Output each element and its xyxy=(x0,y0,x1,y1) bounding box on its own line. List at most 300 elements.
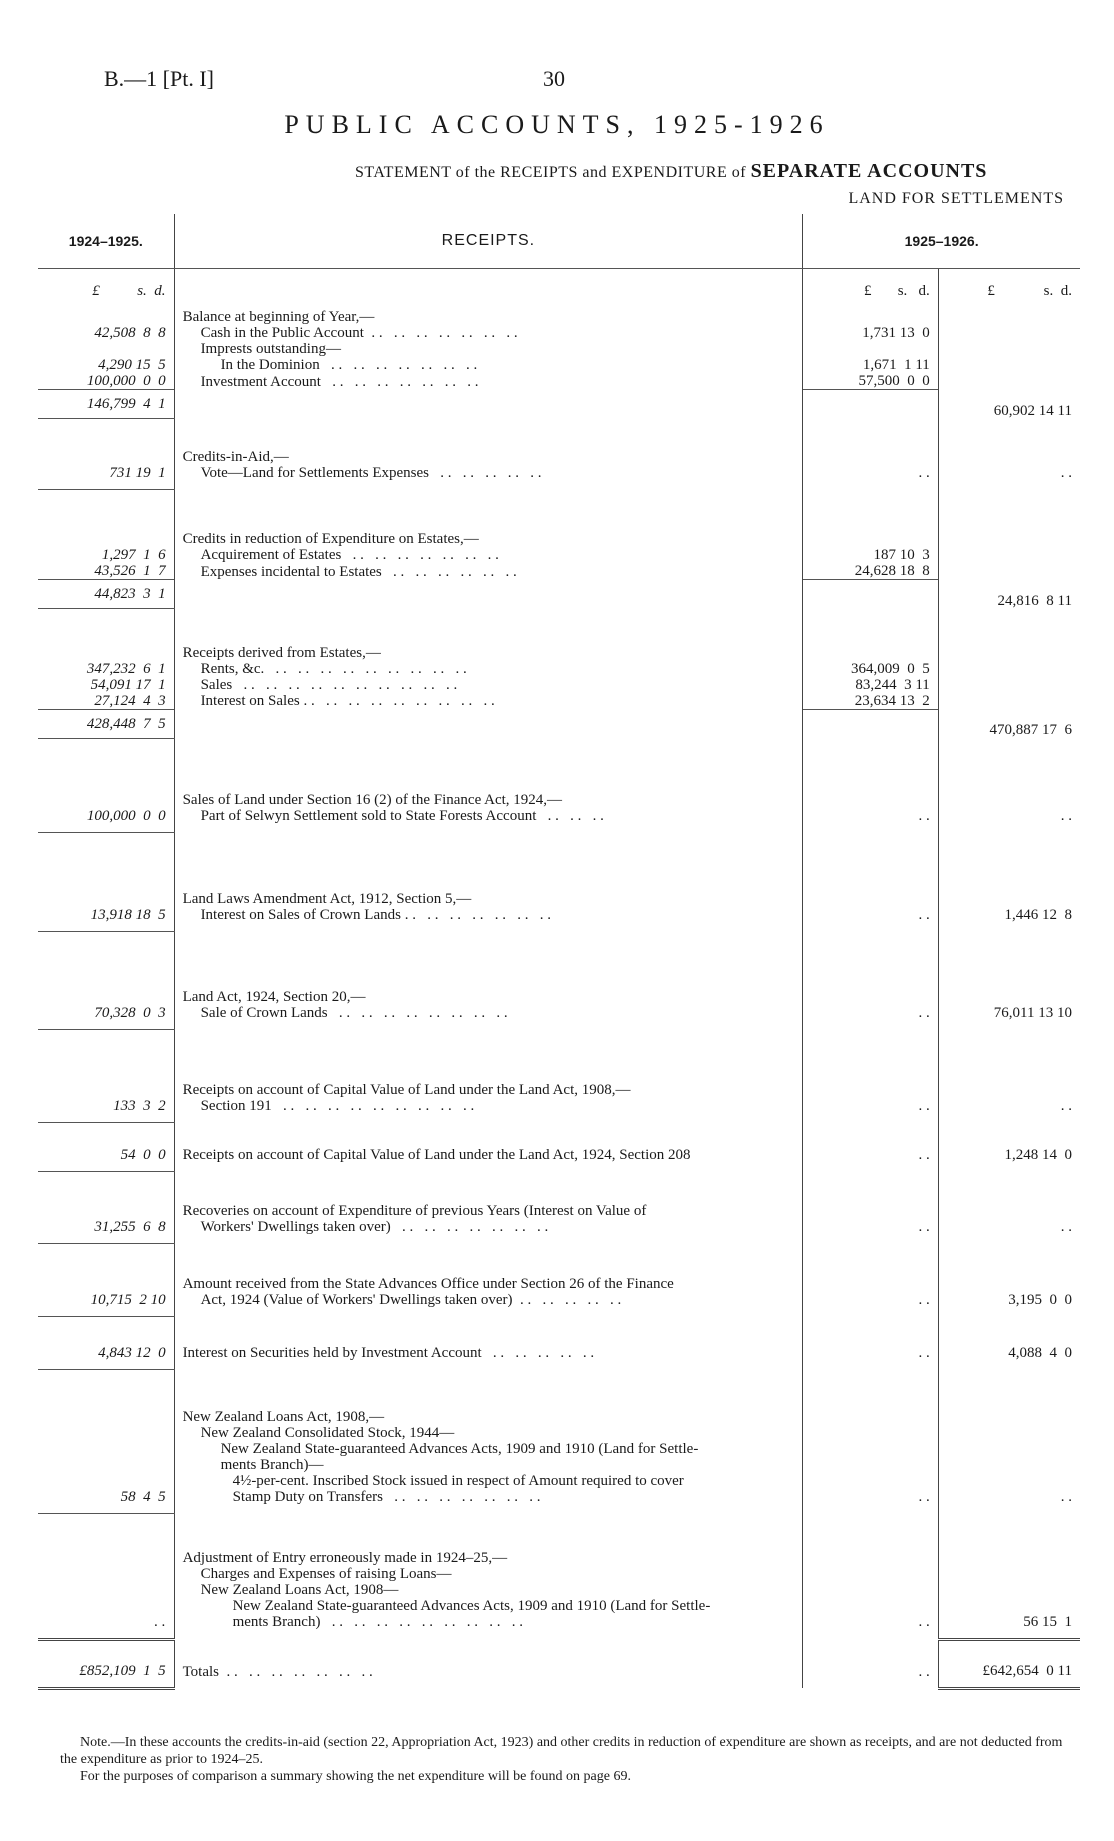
spacer xyxy=(803,1163,939,1172)
prev-year-amount xyxy=(38,609,174,661)
total-amount xyxy=(938,1030,1080,1098)
detail-amount xyxy=(803,609,939,661)
prev-year-amount xyxy=(38,1566,174,1582)
prev-year-amount: 731 19 1 xyxy=(38,465,174,481)
spacer xyxy=(803,1630,939,1640)
total-amount xyxy=(938,357,1080,373)
receipt-description xyxy=(174,489,803,547)
subtotal-row xyxy=(38,1308,1080,1317)
total-amount xyxy=(938,1369,1080,1425)
table-row xyxy=(38,465,1080,481)
table-row xyxy=(38,609,1080,661)
section-total xyxy=(938,1308,1080,1317)
description-text: New Zealand Loans Act, 1908— xyxy=(200,1581,399,1598)
description-text: Interest on Sales of Crown Lands . . . . . . . . . . . . . . xyxy=(200,906,551,923)
prev-year-amount: 10,715 2 10 xyxy=(38,1292,174,1308)
table-row xyxy=(38,357,1080,373)
receipt-description xyxy=(174,357,803,373)
table-row xyxy=(38,1598,1080,1614)
table-row xyxy=(38,1566,1080,1582)
prev-subtotal xyxy=(38,923,174,932)
detail-amount xyxy=(803,1582,939,1598)
table-row xyxy=(38,341,1080,357)
footnote xyxy=(60,1734,1080,1785)
receipt-description xyxy=(174,1030,803,1098)
description-text: New Zealand Consolidated Stock, 1944— xyxy=(200,1425,455,1441)
description-text: New Zealand State-guaranteed Advances Acts, 1909 and 1910 (Land for Settle- xyxy=(232,1597,711,1614)
subtotal-row xyxy=(38,1163,1080,1172)
description-text: ments Branch)— xyxy=(220,1457,324,1473)
prev-year-amount xyxy=(38,299,174,325)
receipt-description xyxy=(174,1566,803,1582)
subtotal-row xyxy=(38,923,1080,932)
detail-amount: 364,009 0 5 xyxy=(803,661,939,677)
total-amount xyxy=(938,1582,1080,1598)
col-receipts: RECEIPTS. xyxy=(174,214,803,269)
total-amount xyxy=(938,1244,1080,1292)
prev-year-amount xyxy=(38,489,174,547)
receipt-description xyxy=(174,547,803,563)
total-amount: . . xyxy=(1060,1097,1072,1114)
prev-year-amount xyxy=(38,1369,174,1425)
detail-amount xyxy=(803,1244,939,1292)
prev-year-amount xyxy=(38,1441,174,1457)
table-row xyxy=(38,373,1080,390)
prev-subtotal xyxy=(38,1505,174,1514)
description-text: Workers' Dwellings taken over) . . . . . . . . . . . . . . xyxy=(200,1219,549,1235)
table-row xyxy=(38,738,1080,808)
prev-subtotal xyxy=(38,1163,174,1172)
description-text: Receipts on account of Capital Value of Land under the Land Act, 1908,— xyxy=(182,1081,631,1098)
document-reference: B.—1 [Pt. I] xyxy=(104,66,214,91)
receipt-description xyxy=(174,677,803,693)
table-row xyxy=(38,1171,1080,1219)
prev-subtotal xyxy=(38,1235,174,1244)
subtotal-row xyxy=(38,1630,1080,1640)
subtotal-row xyxy=(38,824,1080,833)
receipt-description xyxy=(174,373,803,390)
total-amount xyxy=(938,1441,1080,1457)
prev-subtotal xyxy=(38,1021,174,1030)
prev-year-amount xyxy=(38,738,174,808)
statement-subtitle: LAND FOR SETTLEMENTS xyxy=(848,190,1064,207)
detail-amount: 1,731 13 0 xyxy=(803,325,939,341)
description-text: Section 191 . . . . . . . . . . . . . . . . . . xyxy=(200,1097,475,1114)
total-amount: 56 15 1 xyxy=(1023,1613,1072,1630)
receipt-description xyxy=(174,1244,803,1292)
prev-subtotal: 428,448 7 5 xyxy=(38,709,174,738)
receipt-description xyxy=(174,419,803,465)
receipt-description xyxy=(174,299,803,325)
spacer xyxy=(174,390,803,419)
prev-year-amount: 43,526 1 7 xyxy=(38,563,174,580)
description-text: Rents, &c. . . . . . . . . . . . . . . . . . . xyxy=(200,660,467,677)
description-text: Sale of Crown Lands . . . . . . . . . . . . . . . . xyxy=(200,1005,508,1021)
description-text: Balance at beginning of Year,— xyxy=(182,309,375,325)
detail-amount xyxy=(803,1030,939,1098)
detail-amount xyxy=(803,341,939,357)
detail-amount: . . xyxy=(803,1098,939,1114)
spacer xyxy=(174,923,803,932)
table-row xyxy=(38,1582,1080,1598)
prev-year-amount xyxy=(38,1244,174,1292)
section-total xyxy=(938,1505,1080,1514)
table-row xyxy=(38,808,1080,824)
section-total xyxy=(938,1021,1080,1030)
description-text: Act, 1924 (Value of Workers' Dwellings taken over) . . . . . . . . . . xyxy=(200,1291,622,1308)
detail-amount: 1,671 1 11 xyxy=(803,357,939,373)
table-row xyxy=(38,1098,1080,1114)
prev-year-amount: 54 0 0 xyxy=(38,1122,174,1163)
description-text: Charges and Expenses of raising Loans— xyxy=(200,1565,452,1582)
receipt-description xyxy=(174,563,803,580)
receipt-description xyxy=(174,1425,803,1441)
description-text: Credits-in-Aid,— xyxy=(182,448,289,465)
subtotal-row xyxy=(38,1235,1080,1244)
description-text: Interest on Securities held by Investment Account . . . . . . . . . . xyxy=(182,1344,595,1361)
total-amount xyxy=(938,341,1080,357)
section-total: 470,887 17 6 xyxy=(989,722,1072,738)
table-row xyxy=(38,325,1080,341)
spacer xyxy=(803,1114,939,1123)
prev-year-amount: 100,000 0 0 xyxy=(38,808,174,824)
total-amount xyxy=(938,738,1080,808)
subtotal-row xyxy=(38,1021,1080,1030)
receipt-description xyxy=(174,465,803,481)
spacer xyxy=(174,580,803,609)
table-row xyxy=(38,1489,1080,1505)
receipts-table xyxy=(38,214,1080,1690)
description-text: Sales . . . . . . . . . . . . . . . . . . . . xyxy=(200,676,458,693)
table-row xyxy=(38,419,1080,465)
table-row xyxy=(38,1441,1080,1457)
table-row xyxy=(38,1369,1080,1425)
receipt-description xyxy=(174,609,803,661)
prev-year-amount xyxy=(38,1171,174,1219)
table-row xyxy=(38,833,1080,907)
description-text: Credits in reduction of Expenditure on Estates,— xyxy=(182,531,479,547)
detail-amount: . . xyxy=(803,1219,939,1235)
table-row xyxy=(38,1316,1080,1361)
receipt-description xyxy=(174,1219,803,1235)
statement-bold: SEPARATE ACCOUNTS xyxy=(750,160,988,182)
spacer xyxy=(803,1021,939,1030)
detail-amount xyxy=(803,419,939,465)
spacer xyxy=(174,1163,803,1172)
description-text: ments Branch) . . . . . . . . . . . . . . . . . . xyxy=(232,1613,523,1630)
subtotal-row xyxy=(38,1114,1080,1123)
totals-label: Totals . . . . . . . . . . . . . . xyxy=(174,1639,803,1688)
prev-subtotal xyxy=(38,1308,174,1317)
table-row xyxy=(38,1219,1080,1235)
spacer xyxy=(174,1021,803,1030)
total-amount: 1,248 14 0 xyxy=(1004,1146,1072,1163)
table-row xyxy=(38,677,1080,693)
detail-amount xyxy=(803,1441,939,1457)
detail-units: £ s. d. xyxy=(803,269,939,300)
prev-subtotal xyxy=(38,1361,174,1370)
totals-row xyxy=(38,1639,1080,1688)
table-header-row xyxy=(38,214,1080,269)
receipt-description xyxy=(174,1582,803,1598)
spacer xyxy=(174,1308,803,1317)
statement-heading xyxy=(355,160,987,183)
receipt-description xyxy=(174,341,803,357)
table-row xyxy=(38,1122,1080,1163)
total-amount xyxy=(938,1566,1080,1582)
prev-year-amount: 27,124 4 3 xyxy=(38,693,174,710)
prev-year-amount xyxy=(38,1473,174,1489)
spacer xyxy=(803,824,939,833)
table-row xyxy=(38,1473,1080,1489)
prev-year-amount xyxy=(38,341,174,357)
total-amount: 4,088 4 0 xyxy=(1008,1344,1072,1361)
receipt-description xyxy=(174,931,803,1005)
prev-year-amount: 133 3 2 xyxy=(38,1098,174,1114)
subtotal-row xyxy=(38,580,1080,609)
receipt-description xyxy=(174,833,803,907)
section-total: 60,902 14 11 xyxy=(993,402,1072,419)
spacer xyxy=(803,481,939,490)
description-text: Recoveries on account of Expenditure of previous Years (Interest on Value of xyxy=(182,1203,647,1219)
total-amount xyxy=(938,299,1080,325)
description-text: Interest on Sales . . . . . . . . . . . . . . . . . . xyxy=(200,693,495,709)
total-amount: 3,195 0 0 xyxy=(1008,1291,1072,1308)
table-row xyxy=(38,693,1080,710)
description-text: Land Laws Amendment Act, 1912, Section 5,— xyxy=(182,890,472,907)
detail-amount: 57,500 0 0 xyxy=(803,373,939,390)
detail-amount xyxy=(803,1514,939,1566)
description-text: 4½-per-cent. Inscribed Stock issued in respect of Amount required to cover xyxy=(232,1473,684,1489)
spacer xyxy=(803,1308,939,1317)
spacer xyxy=(803,1505,939,1514)
table-row xyxy=(38,1244,1080,1292)
prev-year-amount: . . xyxy=(38,1614,174,1630)
total-amount xyxy=(938,677,1080,693)
description-text: Imprests outstanding— xyxy=(200,341,341,357)
spacer xyxy=(174,709,803,738)
detail-amount: . . xyxy=(803,1122,939,1163)
desc-units xyxy=(174,269,803,300)
section-total xyxy=(938,923,1080,932)
detail-amount: 83,244 3 11 xyxy=(803,677,939,693)
subtotal-row xyxy=(38,709,1080,738)
prev-year-amount: 13,918 18 5 xyxy=(38,907,174,923)
description-text: Expenses incidental to Estates . . . . . . . . . . . . xyxy=(200,563,517,580)
page-number: 30 xyxy=(543,66,565,91)
table-row xyxy=(38,563,1080,580)
receipt-description xyxy=(174,1005,803,1021)
grand-total-current: £642,654 0 11 xyxy=(938,1639,1080,1688)
prev-year-amount xyxy=(38,1030,174,1098)
receipt-description xyxy=(174,1598,803,1614)
note-line-1: Note.—In these accounts the credits-in-aid (section 22, Appropriation Act, 1923) and other credits in reduction of expenditure are shown as receipts, and are not deducted from the expenditure as prior to 1924–25. xyxy=(60,1735,1063,1767)
table-row xyxy=(38,547,1080,563)
prev-subtotal: 146,799 4 1 xyxy=(38,390,174,419)
detail-amount xyxy=(803,1171,939,1219)
description-text: New Zealand Loans Act, 1908,— xyxy=(182,1409,385,1425)
prev-year-amount: 100,000 0 0 xyxy=(38,373,174,390)
total-units: £ s. d. xyxy=(987,283,1072,299)
total-amount xyxy=(938,1598,1080,1614)
detail-amount: 24,628 18 8 xyxy=(803,563,939,580)
receipt-description xyxy=(174,1369,803,1425)
receipt-description xyxy=(174,1489,803,1505)
description-text: Amount received from the State Advances Office under Section 26 of the Finance xyxy=(182,1275,674,1292)
section-total xyxy=(938,1163,1080,1172)
table-row xyxy=(38,489,1080,547)
spacer xyxy=(803,709,939,738)
prev-year-amount: 347,232 6 1 xyxy=(38,661,174,677)
receipt-description xyxy=(174,808,803,824)
units-row xyxy=(38,269,1080,300)
prev-subtotal: 44,823 3 1 xyxy=(38,580,174,609)
detail-amount xyxy=(803,738,939,808)
section-total xyxy=(938,1114,1080,1123)
detail-amount xyxy=(803,1425,939,1441)
prev-year-amount xyxy=(38,1582,174,1598)
total-amount xyxy=(938,563,1080,580)
prev-year-amount: 4,290 15 5 xyxy=(38,357,174,373)
grand-total-detail: . . xyxy=(803,1639,939,1688)
total-amount xyxy=(938,325,1080,341)
section-total xyxy=(938,1630,1080,1640)
detail-amount xyxy=(803,489,939,547)
description-text: Vote—Land for Settlements Expenses . . . . . . . . . . xyxy=(200,464,542,481)
description-text: Acquirement of Estates . . . . . . . . . . . . . . xyxy=(200,547,499,563)
prev-subtotal xyxy=(38,1114,174,1123)
prev-year-amount xyxy=(38,931,174,1005)
prev-year-amount: 4,843 12 0 xyxy=(38,1316,174,1361)
prev-subtotal xyxy=(38,824,174,833)
note-line-2: For the purposes of comparison a summary showing the net expenditure will be found on page 69. xyxy=(80,1769,631,1784)
description-text: Part of Selwyn Settlement sold to State Forests Account . . . . . . xyxy=(200,808,604,824)
receipt-description xyxy=(174,1441,803,1457)
receipt-description xyxy=(174,1473,803,1489)
total-amount: 76,011 13 10 xyxy=(993,1005,1072,1021)
description-text: Land Act, 1924, Section 20,— xyxy=(182,989,366,1005)
spacer xyxy=(174,1361,803,1370)
prev-year-amount: 58 4 5 xyxy=(38,1489,174,1505)
prev-year-amount: 70,328 0 3 xyxy=(38,1005,174,1021)
receipt-description xyxy=(174,1457,803,1473)
description-text: Adjustment of Entry erroneously made in 1924–25,— xyxy=(182,1549,508,1566)
prev-year-amount xyxy=(38,1457,174,1473)
detail-amount: . . xyxy=(803,808,939,824)
receipt-description xyxy=(174,1292,803,1308)
section-total xyxy=(938,824,1080,833)
table-row xyxy=(38,907,1080,923)
spacer xyxy=(803,390,939,419)
receipt-description xyxy=(174,661,803,677)
total-amount: 1,446 12 8 xyxy=(1004,906,1072,923)
total-amount: . . xyxy=(1060,464,1072,481)
total-amount xyxy=(938,1457,1080,1473)
description-text: Cash in the Public Account . . . . . . . . . . . . . . xyxy=(200,325,518,341)
receipt-description xyxy=(174,1122,803,1163)
detail-amount: . . xyxy=(803,1489,939,1505)
total-amount xyxy=(938,833,1080,907)
subtotal-row xyxy=(38,1361,1080,1370)
prev-year-amount xyxy=(38,1598,174,1614)
table-row xyxy=(38,299,1080,325)
detail-amount xyxy=(803,1473,939,1489)
detail-amount: . . xyxy=(803,465,939,481)
receipt-description xyxy=(174,1171,803,1219)
table-body xyxy=(38,269,1080,1689)
section-total: 24,816 8 11 xyxy=(997,592,1072,609)
receipt-description xyxy=(174,693,803,710)
table-row xyxy=(38,1425,1080,1441)
prev-year-amount: 1,297 1 6 xyxy=(38,547,174,563)
spacer xyxy=(174,481,803,490)
grand-total-prev: £852,109 1 5 xyxy=(38,1639,174,1688)
detail-amount xyxy=(803,1598,939,1614)
description-text: In the Dominion . . . . . . . . . . . . . . xyxy=(220,357,478,373)
receipt-description xyxy=(174,325,803,341)
prev-year-amount xyxy=(38,1514,174,1566)
table-row xyxy=(38,1005,1080,1021)
prev-units: £ s. d. xyxy=(38,269,174,300)
section-total xyxy=(938,1235,1080,1244)
table-row xyxy=(38,1292,1080,1308)
total-amount xyxy=(938,373,1080,390)
receipt-description xyxy=(174,1614,803,1630)
detail-amount: . . xyxy=(803,1292,939,1308)
spacer xyxy=(174,1505,803,1514)
subtotal-row xyxy=(38,1505,1080,1514)
detail-amount xyxy=(803,1369,939,1425)
total-amount xyxy=(938,931,1080,1005)
prev-subtotal xyxy=(38,481,174,490)
statement-prefix: STATEMENT of the RECEIPTS and EXPENDITURE of xyxy=(355,164,747,181)
total-amount xyxy=(938,661,1080,677)
prev-year-amount: 54,091 17 1 xyxy=(38,677,174,693)
total-amount: . . xyxy=(1060,1219,1072,1235)
total-amount: . . xyxy=(1060,1489,1072,1505)
prev-year-amount: 42,508 8 8 xyxy=(38,325,174,341)
section-total xyxy=(938,481,1080,490)
total-amount xyxy=(938,1425,1080,1441)
subtotal-row xyxy=(38,390,1080,419)
total-amount xyxy=(938,1171,1080,1219)
spacer xyxy=(174,1630,803,1640)
section-total xyxy=(938,1361,1080,1370)
total-amount xyxy=(938,609,1080,661)
description-text: Receipts on account of Capital Value of Land under the Land Act, 1924, Section 208 xyxy=(182,1146,691,1163)
detail-amount xyxy=(803,931,939,1005)
receipt-description xyxy=(174,907,803,923)
detail-amount: 187 10 3 xyxy=(803,547,939,563)
total-amount xyxy=(938,547,1080,563)
receipt-description xyxy=(174,1316,803,1361)
detail-amount: . . xyxy=(803,907,939,923)
detail-amount: . . xyxy=(803,1316,939,1361)
spacer xyxy=(803,580,939,609)
table-row xyxy=(38,661,1080,677)
description-text: Receipts derived from Estates,— xyxy=(182,644,381,661)
table-row xyxy=(38,1514,1080,1566)
prev-subtotal xyxy=(38,1630,174,1640)
table-row xyxy=(38,1614,1080,1630)
spacer xyxy=(803,1235,939,1244)
detail-amount xyxy=(803,299,939,325)
description-text: Investment Account . . . . . . . . . . . . . . xyxy=(200,373,479,390)
description-text: New Zealand State-guaranteed Advances Acts, 1909 and 1910 (Land for Settle- xyxy=(220,1441,699,1457)
detail-amount xyxy=(803,1566,939,1582)
page-title: PUBLIC ACCOUNTS, 1925-1926 xyxy=(284,110,830,139)
prev-year-amount xyxy=(38,1425,174,1441)
